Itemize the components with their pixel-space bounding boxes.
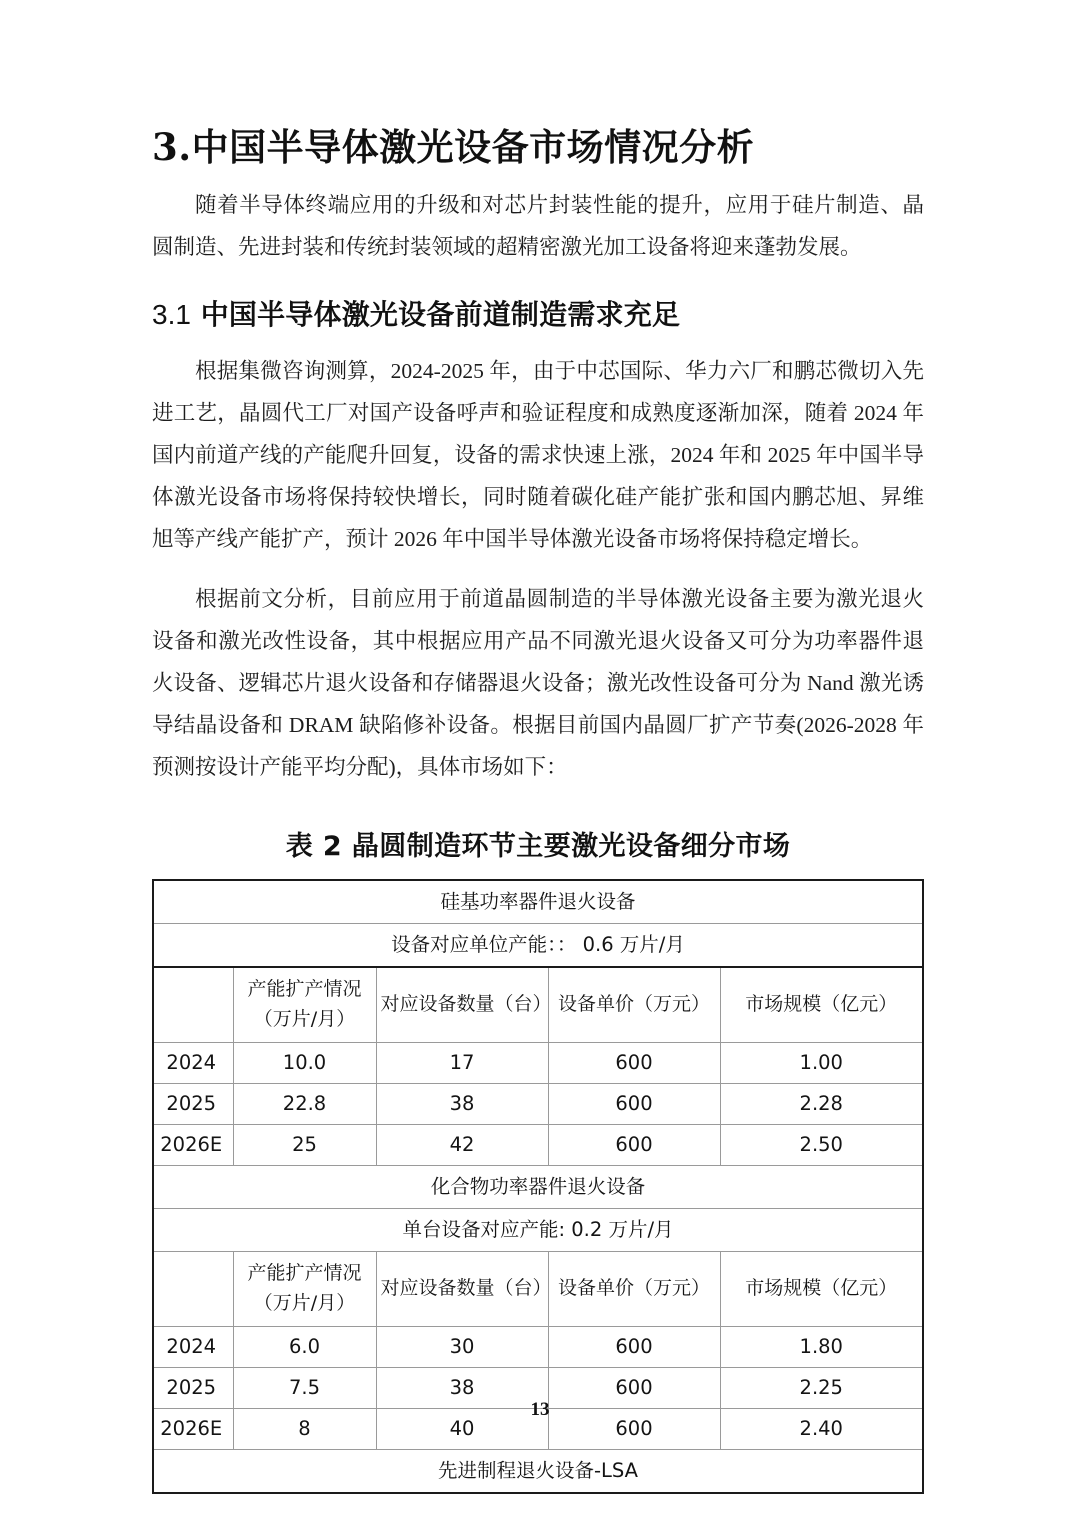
cell-price: 600 [548,1367,720,1408]
section-title-cell: 化合物功率器件退火设备 [153,1165,923,1208]
table-section-subtitle-row [153,1208,923,1251]
table-section-subtitle-row [153,923,923,967]
cell-capacity: 10.0 [233,1042,376,1083]
cell-units: 42 [376,1124,548,1165]
cell-price: 600 [548,1042,720,1083]
cell-capacity: 6.0 [233,1326,376,1367]
header-size: 市场规模（亿元） [720,967,923,1043]
cell-price: 600 [548,1124,720,1165]
intro-paragraph: 随着半导体终端应用的升级和对芯片封装性能的提升，应用于硅片制造、晶圆制造、先进封装和传统封装领域的超精密激光加工设备将迎来蓬勃发展。 [152,193,924,260]
header-capacity-line2: （万片/月） [253,1291,356,1314]
cell-year: 2026E [153,1124,233,1165]
cell-units: 17 [376,1042,548,1083]
cell-units: 38 [376,1367,548,1408]
page-content [152,0,924,1494]
header-capacity-line2: （万片/月） [253,1007,356,1030]
section-title-cell: 先进制程退火设备-LSA [153,1449,923,1493]
table-section-title-row [153,1165,923,1208]
table-header-row [153,967,923,1043]
cell-capacity: 25 [233,1124,376,1165]
page-title: 3.中国半导体激光设备市场情况分析 [152,125,755,169]
cell-price: 600 [548,1408,720,1449]
cell-size: 2.28 [720,1083,923,1124]
cell-size: 2.50 [720,1124,923,1165]
table-section-title-row [153,880,923,924]
header-size: 市场规模（亿元） [720,1251,923,1326]
cell-units: 40 [376,1408,548,1449]
cell-year: 2026E [153,1408,233,1449]
paragraph-two: 根据前文分析，目前应用于前道晶圆制造的半导体激光设备主要为激光退火设备和激光改性设备，其中根据应用产品不同激光退火设备又可分为功率器件退火设备、逻辑芯片退火设备和存储器退火设备；激光改性设备可分为 Nand 激光诱导结晶设备和 DRAM 缺陷修补设备。根据目前国内晶圆厂扩产节奏(2026-2028 年预测按设计产能平均分配)，具体市场如下： [152,586,924,779]
subsection-title: 中国半导体激光设备前道制造需求充足 [200,298,681,332]
cell-price: 600 [548,1326,720,1367]
cell-capacity: 7.5 [233,1367,376,1408]
cell-units: 30 [376,1326,548,1367]
table-row [153,1124,923,1165]
table-row [153,1042,923,1083]
cell-size: 1.00 [720,1042,923,1083]
cell-year: 2025 [153,1367,233,1408]
cell-size: 1.80 [720,1326,923,1367]
header-price: 设备单价（万元） [548,967,720,1043]
table-header-row [153,1251,923,1326]
paragraph-one: 根据集微咨询测算，2024-2025 年，由于中芯国际、华力六厂和鹏芯微切入先进工艺，晶圆代工厂对国产设备呼声和验证程度和成熟度逐渐加深，随着 2024 年国内前道产线的产能爬升回复，设备的需求快速上涨，2024 年和 2025 年中国半导体激光设备市场将保持较快增长，同时随着碳化硅产能扩张和国内鹏芯旭、昇维旭等产线产能扩产，预计 2026 年中国半导体激光设备市场将保持稳定增长。 [152,358,924,551]
cell-year: 2024 [153,1326,233,1367]
header-capacity [233,967,376,1043]
subsection-heading [152,268,924,333]
section-subtitle-cell: 单台设备对应产能: 0.2 万片/月 [153,1208,923,1251]
cell-units: 38 [376,1083,548,1124]
cell-year: 2025 [153,1083,233,1124]
section-subtitle-cell: 设备对应单位产能：： 0.6 万片/月 [153,923,923,967]
cell-year: 2024 [153,1042,233,1083]
table-section-title-row [153,1449,923,1493]
cell-size: 2.40 [720,1408,923,1449]
table-row [153,1083,923,1124]
header-year [153,1251,233,1326]
header-units: 对应设备数量（台） [376,1251,548,1326]
cell-capacity: 8 [233,1408,376,1449]
header-capacity-line1: 产能扩产情况 [247,1262,362,1285]
header-units: 对应设备数量（台） [376,967,548,1043]
header-capacity [233,1251,376,1326]
cell-price: 600 [548,1083,720,1124]
cell-size: 2.25 [720,1367,923,1408]
section-title-cell: 硅基功率器件退火设备 [153,880,923,924]
page-number: 13 [530,1399,550,1420]
cell-capacity: 22.8 [233,1083,376,1124]
subsection-number: 3.1 [152,299,191,331]
table-caption: 表 2 晶圆制造环节主要激光设备细分市场 [285,830,791,862]
header-price: 设备单价（万元） [548,1251,720,1326]
header-capacity-line1: 产能扩产情况 [247,978,362,1001]
table-row [153,1326,923,1367]
header-year [153,967,233,1043]
